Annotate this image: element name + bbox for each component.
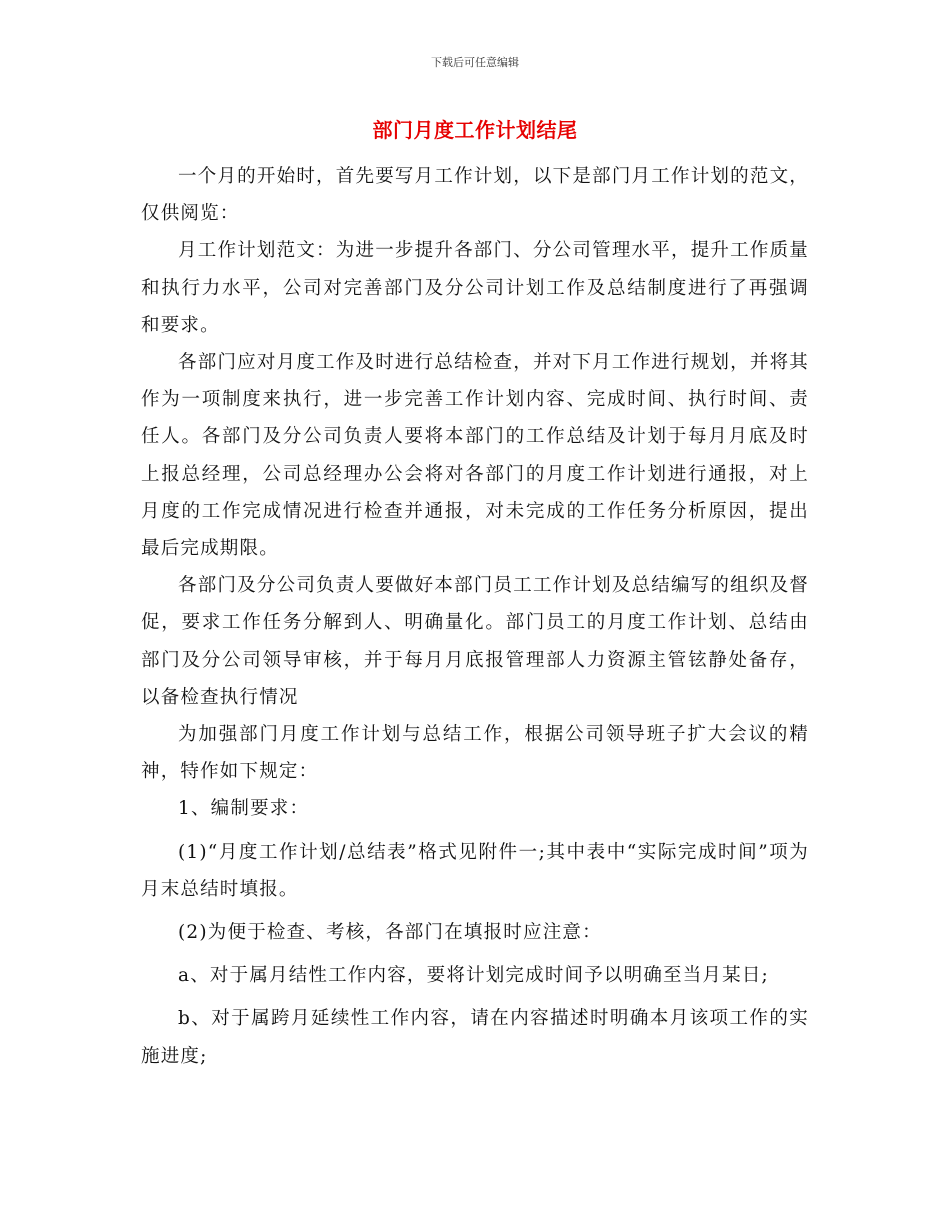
paragraph-item-b: b、对于属跨月延续性工作内容，请在内容描述时明确本月该项工作的实施进度;: [141, 1008, 809, 1067]
paragraph-requirement-heading: 1、编制要求：: [178, 798, 310, 820]
paragraph-summary-check: 各部门应对月度工作及时进行总结检查，并对下月工作进行规划，并将其作为一项制度来执行，进一步完善工作计划内容、完成时间、执行时间、责任人。各部门及分公司负责人要将本部门的工作总结及计划于每月月底及时上报总经理，公司总经理办公会将对各部门的月度工作计划进行通报，对上月度的工作完成情况进行检查并通报，对未完成的工作任务分析原因，提出最后完成期限。: [141, 352, 809, 560]
paragraph-sample: 月工作计划范文：为进一步提升各部门、分公司管理水平，提升工作质量和执行力水平，公司对完善部门及分公司计划工作及总结制度进行了再强调和要求。: [141, 240, 809, 336]
paragraph-responsibility: 各部门及分公司负责人要做好本部门员工工作计划及总结编写的组织及督促，要求工作任务分解到人、明确量化。部门员工的月度工作计划、总结由部门及分公司领导审核，并于每月月底报管理部人力资源主管铉静处备存，以备检查执行情况: [141, 575, 809, 708]
paragraph-regulation: 为加强部门月度工作计划与总结工作，根据公司领导班子扩大会议的精神，特作如下规定：: [141, 724, 809, 783]
document-body: [141, 158, 809, 1075]
paragraph-item-1: (1)“月度工作计划/总结表”格式见附件一;其中表中“实际完成时间”项为月末总结时填报。: [141, 841, 809, 900]
paragraph-intro: 一个月的开始时，首先要写月工作计划，以下是部门月工作计划的范文，仅供阅览：: [141, 166, 809, 225]
paragraph-item-2: (2)为便于检查、考核，各部门在填报时应注意：: [178, 922, 602, 944]
header-note: 下载后可任意编辑: [431, 56, 519, 69]
paragraph-item-a: a、对于属月结性工作内容，要将计划完成时间予以明确至当月某日;: [178, 965, 769, 987]
document-title: 部门月度工作计划结尾: [372, 118, 578, 142]
